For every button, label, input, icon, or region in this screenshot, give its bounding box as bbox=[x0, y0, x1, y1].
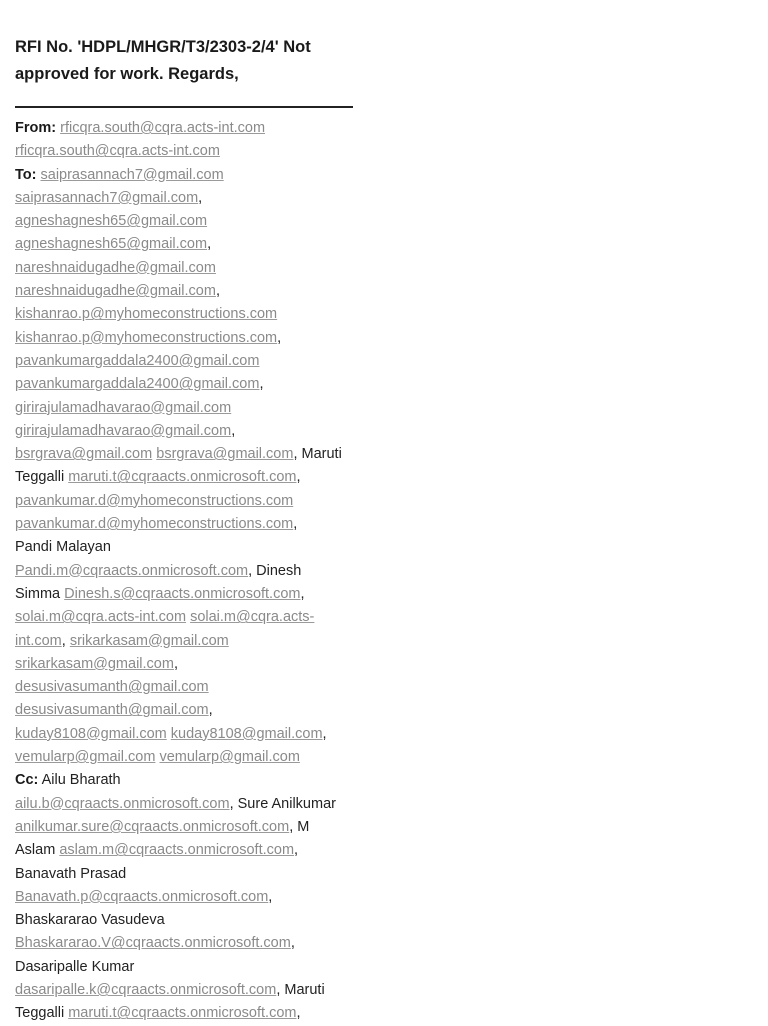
header-line bbox=[15, 536, 360, 559]
header-line bbox=[15, 280, 360, 303]
email-address-link[interactable]: nareshnaidugadhe@gmail.com bbox=[15, 259, 216, 276]
header-text: , bbox=[215, 283, 220, 300]
header-line bbox=[15, 839, 360, 862]
header-line bbox=[15, 233, 360, 256]
email-address-link[interactable]: kishanrao.p@myhomeconstructions.com bbox=[15, 306, 278, 323]
header-field-label: Cc: bbox=[15, 772, 39, 789]
email-address-link[interactable]: saiprasannach7@gmail.com bbox=[40, 166, 224, 183]
email-address-link[interactable]: Dinesh.s@cqraacts.onmicrosoft.com bbox=[64, 585, 301, 602]
email-address-link[interactable]: Pandi.m@cqraacts.onmicrosoft.com bbox=[15, 562, 249, 579]
header-field-label: To: bbox=[15, 166, 37, 183]
email-address-link[interactable]: srikarkasam@gmail.com bbox=[69, 632, 229, 649]
header-line bbox=[15, 350, 360, 373]
header-text: , bbox=[208, 702, 213, 719]
email-address-link[interactable]: Bhaskararao.V@cqraacts.onmicrosoft.com bbox=[15, 935, 291, 952]
email-address-link[interactable]: rficqra.south@cqra.acts-int.com bbox=[15, 143, 220, 160]
email-address-link[interactable]: Banavath.p@cqraacts.onmicrosoft.com bbox=[15, 888, 269, 905]
header-text: , Maruti bbox=[276, 981, 325, 998]
header-text: , Sure Anilkumar bbox=[229, 795, 336, 812]
header-line bbox=[15, 397, 360, 420]
header-text: , Dinesh bbox=[248, 562, 302, 579]
email-address-link[interactable]: girirajulamadhavarao@gmail.com bbox=[15, 422, 232, 439]
email-address-link[interactable]: solai.m@cqra.acts- bbox=[190, 609, 315, 626]
header-line bbox=[15, 723, 360, 746]
email-address-link[interactable]: kuday8108@gmail.com bbox=[170, 725, 323, 742]
header-line bbox=[15, 863, 360, 886]
email-address-link[interactable]: solai.m@cqra.acts-int.com bbox=[15, 609, 187, 626]
email-address-link[interactable]: pavankumar.d@myhomeconstructions.com bbox=[15, 492, 294, 509]
header-line bbox=[15, 746, 360, 769]
header-text: , bbox=[198, 189, 203, 206]
header-text: , bbox=[61, 632, 70, 649]
header-text: , bbox=[296, 1005, 301, 1022]
email-view bbox=[0, 0, 360, 1026]
header-text: Simma bbox=[15, 585, 65, 602]
header-text: , bbox=[293, 516, 298, 533]
email-address-link[interactable]: maruti.t@cqraacts.onmicrosoft.com bbox=[68, 1005, 297, 1022]
header-line bbox=[15, 420, 360, 443]
header-text: , bbox=[277, 329, 282, 346]
email-address-link[interactable]: kishanrao.p@myhomeconstructions.com bbox=[15, 329, 278, 346]
email-address-link[interactable]: desusivasumanth@gmail.com bbox=[15, 702, 209, 719]
header-line bbox=[15, 676, 360, 699]
header-line bbox=[15, 816, 360, 839]
header-line bbox=[15, 117, 360, 140]
header-line bbox=[15, 210, 360, 233]
header-line bbox=[15, 886, 360, 909]
header-line bbox=[15, 490, 360, 513]
header-line bbox=[15, 164, 360, 187]
header-line bbox=[15, 187, 360, 210]
divider bbox=[15, 106, 353, 108]
header-line bbox=[15, 560, 360, 583]
header-text: , bbox=[322, 725, 327, 742]
header-line bbox=[15, 606, 360, 629]
header-line bbox=[15, 909, 360, 932]
header-text: Banavath Prasad bbox=[15, 865, 127, 882]
header-line bbox=[15, 793, 360, 816]
email-address-link[interactable]: bsrgrava@gmail.com bbox=[156, 446, 294, 463]
header-line bbox=[15, 303, 360, 326]
email-address-link[interactable]: anilkumar.sure@cqraacts.onmicrosoft.com bbox=[15, 818, 290, 835]
email-header bbox=[15, 117, 360, 1026]
email-address-link[interactable]: pavankumargaddala2400@gmail.com bbox=[15, 352, 260, 369]
email-subject: RFI No. 'HDPL/MHGR/T3/2303-2/4' Not approved for work. Regards, bbox=[15, 38, 311, 83]
header-text: Bhaskararao Vasudeva bbox=[15, 912, 165, 929]
header-text: , M bbox=[289, 818, 310, 835]
email-address-link[interactable]: ailu.b@cqraacts.onmicrosoft.com bbox=[15, 795, 230, 812]
header-text: Ailu Bharath bbox=[38, 772, 121, 789]
header-line bbox=[15, 513, 360, 536]
header-text: Dasaripalle Kumar bbox=[15, 958, 135, 975]
header-line bbox=[15, 769, 360, 792]
header-line bbox=[15, 257, 360, 280]
email-address-link[interactable]: vemularp@gmail.com bbox=[15, 749, 156, 766]
email-address-link[interactable]: vemularp@gmail.com bbox=[159, 749, 300, 766]
header-line bbox=[15, 466, 360, 489]
header-text: , Maruti bbox=[293, 446, 342, 463]
header-line bbox=[15, 443, 360, 466]
header-text: , bbox=[300, 585, 305, 602]
email-address-link[interactable]: aslam.m@cqraacts.onmicrosoft.com bbox=[59, 842, 295, 859]
email-address-link[interactable]: kuday8108@gmail.com bbox=[15, 725, 167, 742]
email-address-link[interactable]: pavankumargaddala2400@gmail.com bbox=[15, 376, 260, 393]
email-address-link[interactable]: agneshagnesh65@gmail.com bbox=[15, 236, 208, 253]
header-text: Aslam bbox=[15, 842, 60, 859]
header-field-label: From: bbox=[15, 120, 57, 136]
header-line bbox=[15, 140, 360, 163]
header-text: , bbox=[207, 236, 212, 253]
email-address-link[interactable]: bsrgrava@gmail.com bbox=[15, 446, 153, 463]
header-line bbox=[15, 373, 360, 396]
header-text: , bbox=[259, 376, 264, 393]
header-line bbox=[15, 956, 360, 979]
email-address-link[interactable]: int.com bbox=[15, 632, 62, 649]
header-text: , bbox=[294, 842, 299, 859]
header-line bbox=[15, 699, 360, 722]
header-text: , bbox=[231, 422, 236, 439]
header-text: , bbox=[290, 935, 295, 952]
header-line bbox=[15, 932, 360, 955]
header-text: Pandi Malayan bbox=[15, 539, 111, 556]
header-line bbox=[15, 653, 360, 676]
email-address-link[interactable]: saiprasannach7@gmail.com bbox=[15, 189, 199, 206]
email-address-link[interactable]: agneshagnesh65@gmail.com bbox=[15, 213, 208, 230]
email-address-link[interactable]: nareshnaidugadhe@gmail.com bbox=[15, 283, 216, 300]
email-address-link[interactable]: dasaripalle.k@cqraacts.onmicrosoft.com bbox=[15, 981, 277, 998]
header-line bbox=[15, 327, 360, 350]
email-address-link[interactable]: maruti.t@cqraacts.onmicrosoft.com bbox=[68, 469, 297, 486]
email-address-link[interactable]: girirajulamadhavarao@gmail.com bbox=[15, 399, 232, 416]
header-text: Teggalli bbox=[15, 1005, 69, 1022]
email-address-link[interactable]: pavankumar.d@myhomeconstructions.com bbox=[15, 516, 294, 533]
header-line bbox=[15, 630, 360, 653]
header-line bbox=[15, 583, 360, 606]
email-address-link[interactable]: desusivasumanth@gmail.com bbox=[15, 679, 209, 696]
header-text: Teggalli bbox=[15, 469, 69, 486]
email-address-link[interactable]: rficqra.south@cqra.acts-int.com bbox=[60, 120, 266, 136]
header-line bbox=[15, 979, 360, 1002]
header-text: , bbox=[173, 655, 178, 672]
header-line bbox=[15, 1002, 360, 1025]
email-address-link[interactable]: srikarkasam@gmail.com bbox=[15, 655, 174, 672]
header-text: , bbox=[268, 888, 273, 905]
header-text: , bbox=[296, 469, 301, 486]
